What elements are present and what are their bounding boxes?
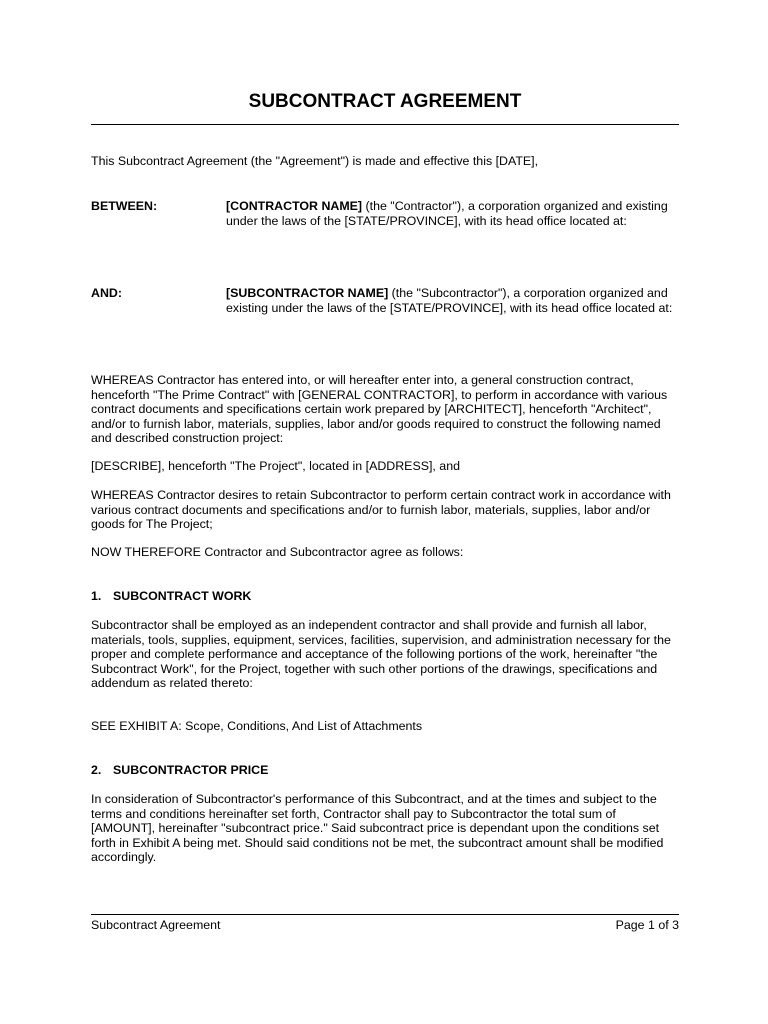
- section-title: SUBCONTRACT WORK: [113, 589, 252, 603]
- recital-paragraph: [DESCRIBE], henceforth "The Project", located in [ADDRESS], and: [91, 459, 460, 473]
- exhibit-reference: SEE EXHIBIT A: Scope, Conditions, And List of Attachments: [91, 719, 423, 733]
- party-details: (the "Contractor"), a corporation organized and existing under the laws of the [STATE/PROVINCE], with its head office located at:: [226, 199, 668, 228]
- footer-divider: [91, 914, 679, 915]
- recital-paragraph: NOW THEREFORE Contractor and Subcontractor agree as follows:: [91, 545, 464, 559]
- section-number: 1.: [91, 589, 102, 603]
- title-divider: [91, 124, 679, 125]
- party-label: AND:: [91, 286, 122, 300]
- intro-paragraph: This Subcontract Agreement (the "Agreement") is made and effective this [DATE],: [91, 154, 539, 168]
- recital-paragraph: WHEREAS Contractor has entered into, or will hereafter enter into, a general construction contract, henceforth "The Prime Contract" with [GENERAL CONTRACTOR], to perform in accordance with various contract documents and specifications certain work prepared by [ARCHITECT], henceforth "Architect", and/or to furnish labor, materials, supplies, labor and/or goods required to construct the following named and described construction project:: [91, 373, 668, 446]
- footer-document-name: Subcontract Agreement: [91, 918, 221, 932]
- section-body: In consideration of Subcontractor's performance of this Subcontract, and at the times and subject to the terms and conditions hereinafter set forth, Contractor shall pay to Subcontractor the total sum of [AMOUNT], hereinafter "subcontract price." Said subcontract price is dependant upon the conditions set forth in Exhibit A being met. Should said conditions not be met, the subcontract amount shall be modified accordingly.: [91, 792, 664, 865]
- document-page: [91, 0, 679, 1024]
- party-name: [CONTRACTOR NAME]: [226, 199, 363, 213]
- recital-paragraph: WHEREAS Contractor desires to retain Subcontractor to perform certain contract work in accordance with various contract documents and specifications and/or to furnish labor, materials, supplies, labor and/or goods for The Project;: [91, 488, 671, 532]
- party-description: [226, 286, 681, 315]
- document-title: SUBCONTRACT AGREEMENT: [248, 91, 522, 112]
- section-title: SUBCONTRACTOR PRICE: [113, 763, 269, 777]
- party-label: BETWEEN:: [91, 199, 158, 213]
- footer-page-number: Page 1 of 3: [615, 918, 679, 932]
- section-body: Subcontractor shall be employed as an independent contractor and shall provide and furnish all labor, materials, tools, supplies, equipment, services, facilities, supervision, and administration necessary for the proper and complete performance and acceptance of the following portions of the work, hereinafter "the Subcontract Work", for the Project, together with such other portions of the drawings, specifications and addendum as related thereto:: [91, 618, 671, 691]
- section-heading: [91, 763, 268, 778]
- section-number: 2.: [91, 763, 102, 777]
- section-heading: [91, 589, 251, 604]
- party-details: (the "Subcontractor"), a corporation organized and existing under the laws of the [STATE/PROVINCE], with its head office located at:: [226, 286, 673, 315]
- party-name: [SUBCONTRACTOR NAME]: [226, 286, 389, 300]
- party-description: [226, 199, 681, 228]
